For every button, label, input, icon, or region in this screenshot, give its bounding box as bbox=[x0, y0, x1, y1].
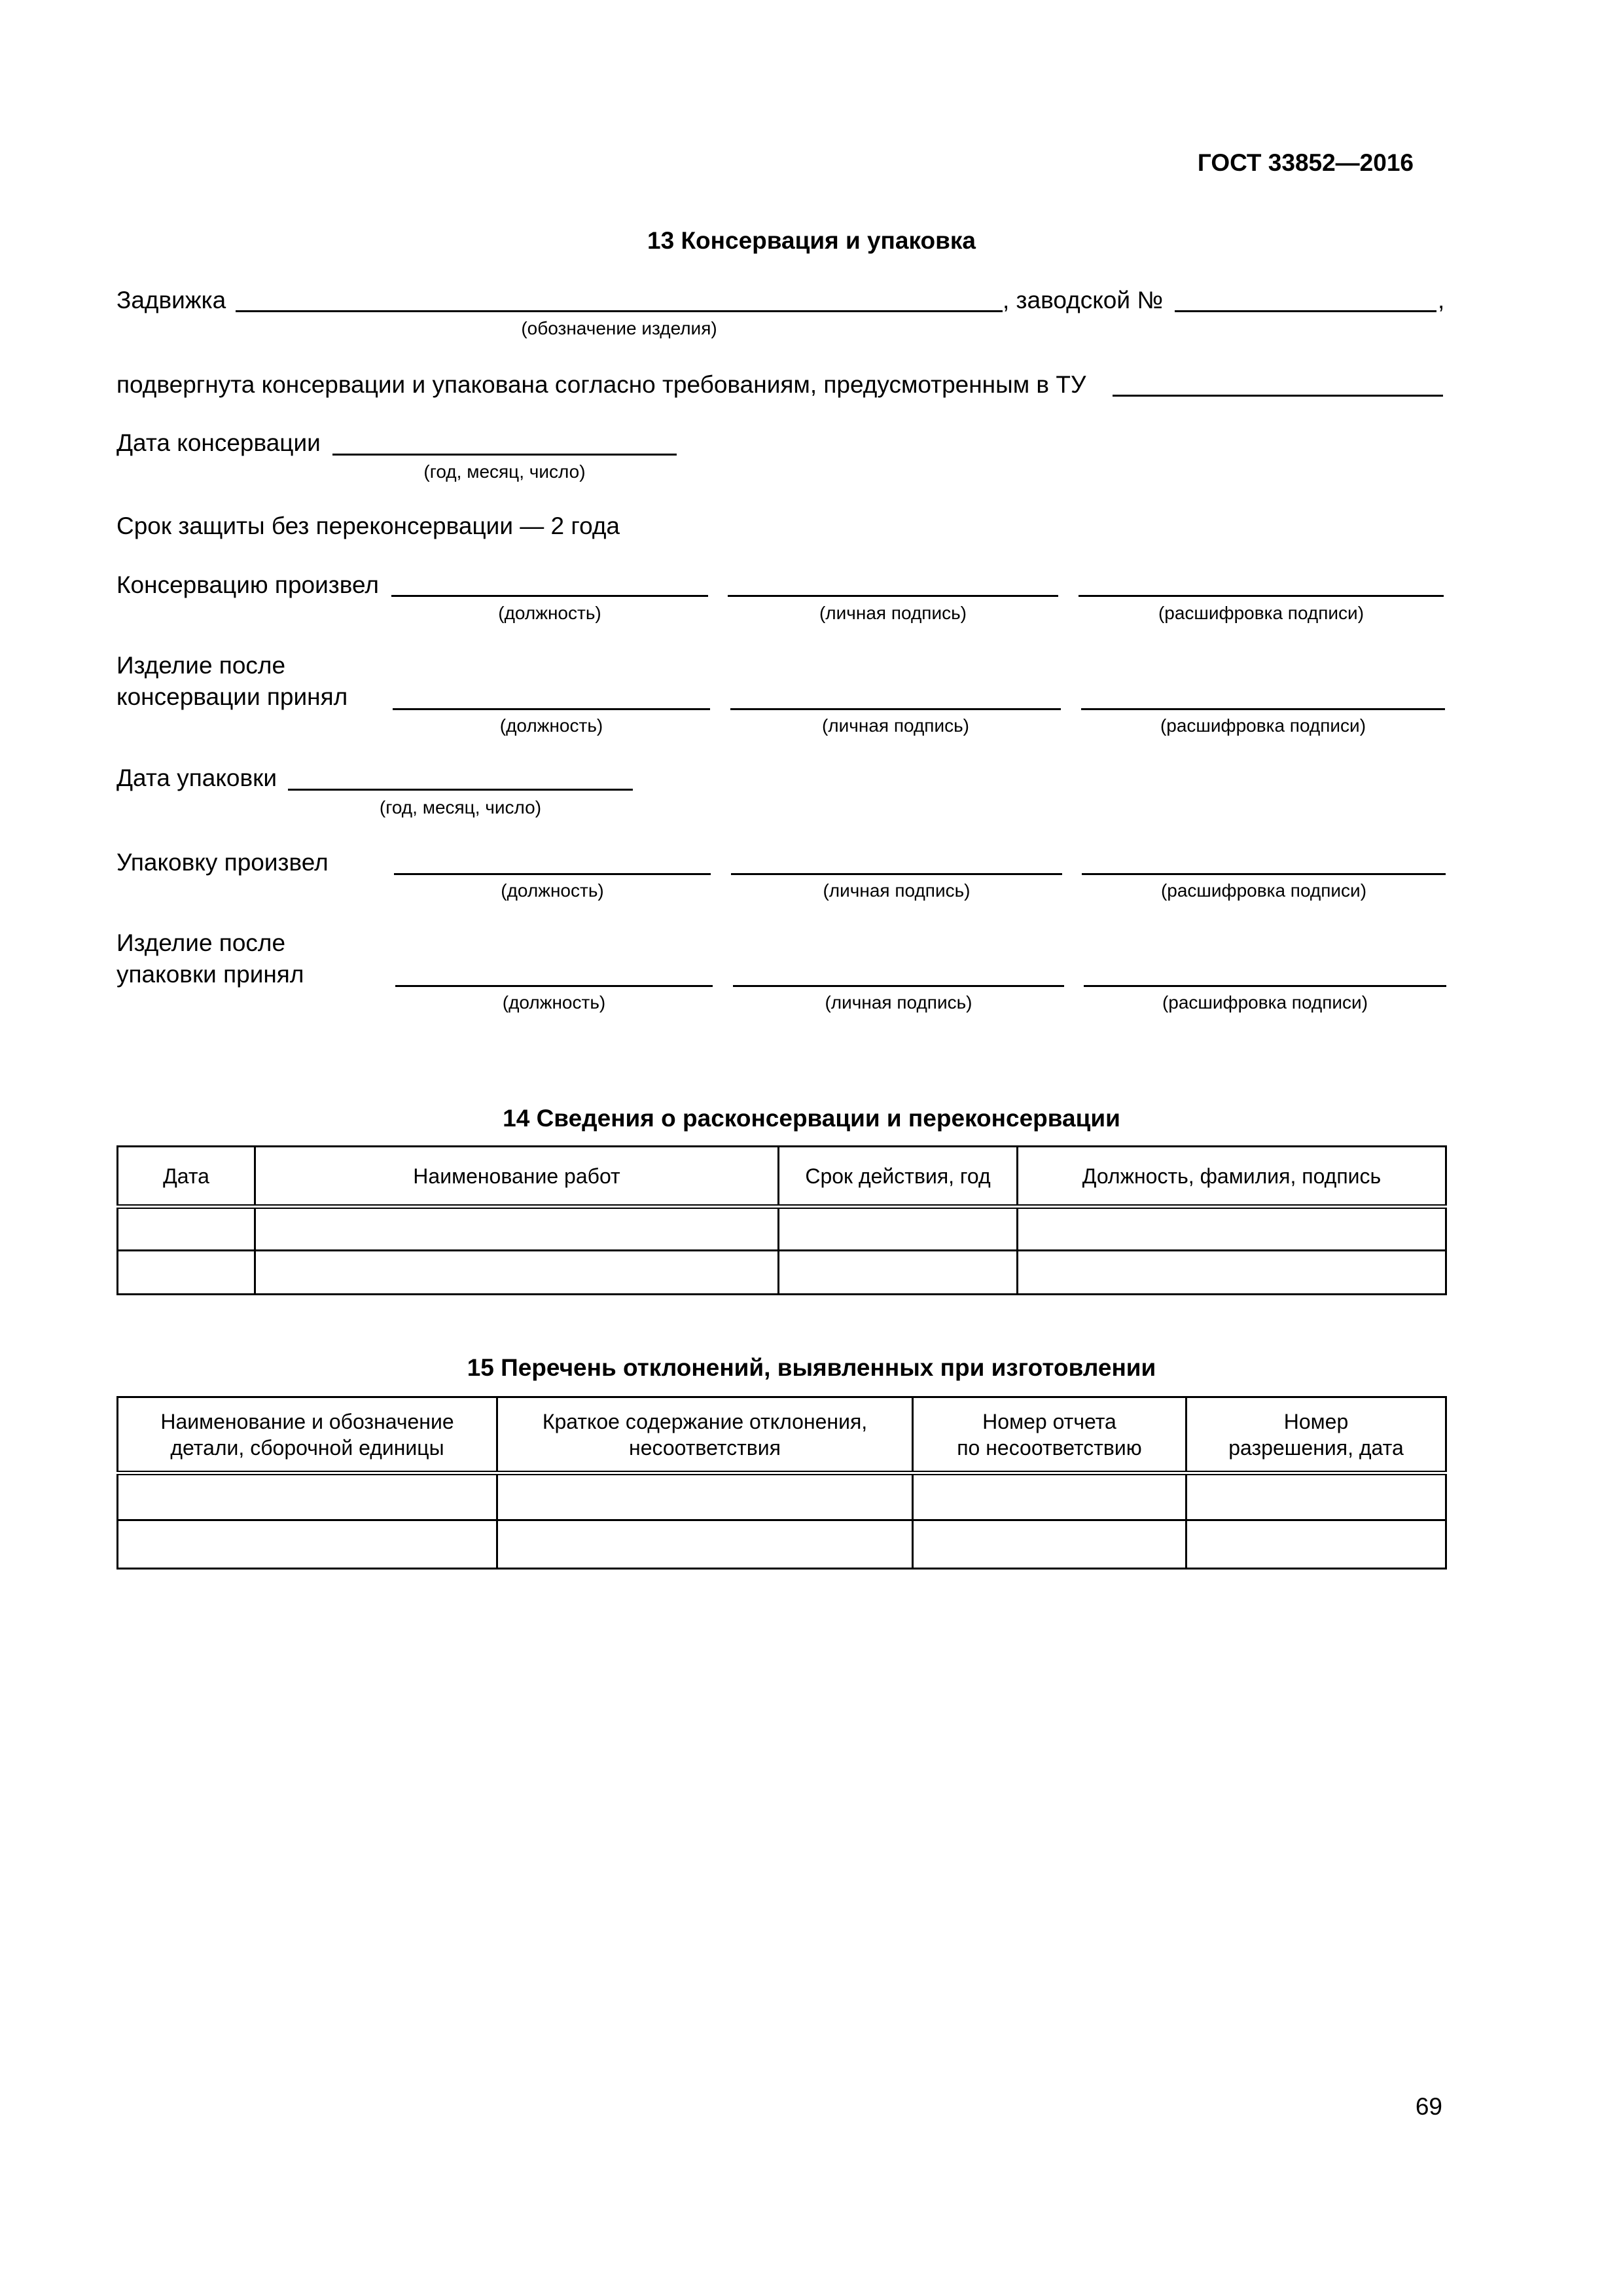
section-15-title: 15 Перечень отклонений, выявленных при изготовлении bbox=[467, 1354, 1156, 1381]
column-header-line: по несоответствию bbox=[957, 1435, 1142, 1460]
page-number: 69 bbox=[1415, 2093, 1442, 2120]
serial-number-field[interactable] bbox=[1175, 310, 1436, 312]
caption-signature: (личная подпись) bbox=[821, 715, 970, 736]
table-cell[interactable] bbox=[779, 1207, 1018, 1251]
acceptance-conservation-signature-field[interactable] bbox=[730, 708, 1061, 710]
caption-position: (должность) bbox=[502, 992, 606, 1013]
conservation-signature-decode-field[interactable] bbox=[1079, 595, 1444, 597]
column-header-report-number bbox=[913, 1397, 1186, 1473]
tu-field[interactable] bbox=[1113, 395, 1443, 397]
acceptance-packing-signature-field[interactable] bbox=[733, 985, 1064, 987]
packing-date-caption: (год, месяц, число) bbox=[379, 797, 542, 817]
packing-signature-decode-field[interactable] bbox=[1082, 873, 1446, 875]
caption-position: (должность) bbox=[498, 603, 601, 623]
section-14-title: 14 Сведения о расконсервации и переконсервации bbox=[503, 1105, 1120, 1132]
section-13-title: 13 Консервация и упаковка bbox=[647, 227, 976, 254]
column-header-line: Номер bbox=[1283, 1409, 1349, 1433]
document-number: ГОСТ 33852—2016 bbox=[1197, 149, 1414, 176]
table-row bbox=[118, 1207, 1446, 1251]
acceptance-conservation-decode-field[interactable] bbox=[1081, 708, 1445, 710]
column-header-deviation-summary bbox=[497, 1397, 913, 1473]
serial-label: , заводской № bbox=[1003, 287, 1164, 314]
column-header-line: детали, сборочной единицы bbox=[170, 1435, 444, 1460]
compliance-text: подвергнута консервации и упакована согласно требованиям, предусмотренным в ТУ bbox=[116, 371, 1086, 398]
table-cell[interactable] bbox=[1186, 1473, 1446, 1520]
column-header-line: Номер отчета bbox=[982, 1409, 1116, 1433]
accepted-after-packing-line1: Изделие после bbox=[116, 929, 286, 956]
table-cell[interactable] bbox=[497, 1520, 913, 1569]
table-cell[interactable] bbox=[497, 1473, 913, 1520]
column-header-date: Дата bbox=[118, 1147, 255, 1207]
product-designation-field[interactable] bbox=[236, 310, 1003, 312]
caption-signature-decode: (расшифровка подписи) bbox=[1162, 992, 1368, 1013]
caption-signature-decode: (расшифровка подписи) bbox=[1158, 603, 1364, 623]
packing-date-label: Дата упаковки bbox=[116, 764, 277, 791]
accepted-after-conservation-line1: Изделие после bbox=[116, 652, 286, 679]
column-header-validity: Срок действия, год bbox=[779, 1147, 1018, 1207]
table-cell[interactable] bbox=[118, 1473, 497, 1520]
table-cell[interactable] bbox=[118, 1520, 497, 1569]
column-header-work-name: Наименование работ bbox=[255, 1147, 779, 1207]
caption-signature-decode: (расшифровка подписи) bbox=[1160, 715, 1366, 736]
packing-position-field[interactable] bbox=[394, 873, 711, 875]
table-cell[interactable] bbox=[913, 1520, 1186, 1569]
table-cell[interactable] bbox=[1018, 1207, 1446, 1251]
column-header-line: несоответствия bbox=[629, 1435, 781, 1460]
accepted-after-packing-line2: упаковки принял bbox=[116, 961, 304, 988]
conservation-position-field[interactable] bbox=[391, 595, 708, 597]
accepted-after-conservation-line2: консервации принял bbox=[116, 683, 348, 710]
table-cell[interactable] bbox=[255, 1251, 779, 1295]
conservation-date-caption: (год, месяц, число) bbox=[423, 461, 586, 482]
caption-position: (должность) bbox=[499, 715, 603, 736]
acceptance-packing-decode-field[interactable] bbox=[1084, 985, 1446, 987]
conservation-date-label: Дата консервации bbox=[116, 429, 321, 456]
acceptance-packing-position-field[interactable] bbox=[395, 985, 713, 987]
deviations-table bbox=[116, 1396, 1447, 1570]
table-cell[interactable] bbox=[1018, 1251, 1446, 1295]
column-header-line: Наименование и обозначение bbox=[160, 1409, 454, 1433]
caption-signature: (личная подпись) bbox=[823, 880, 971, 901]
product-designation-caption: (обозначение изделия) bbox=[521, 318, 717, 338]
table-cell[interactable] bbox=[255, 1207, 779, 1251]
caption-signature: (личная подпись) bbox=[819, 603, 967, 623]
caption-signature-decode: (расшифровка подписи) bbox=[1160, 880, 1367, 901]
column-header-signature: Должность, фамилия, подпись bbox=[1018, 1147, 1446, 1207]
column-header-part-name bbox=[118, 1397, 497, 1473]
reconservation-table bbox=[116, 1145, 1447, 1295]
conservation-date-field[interactable] bbox=[332, 454, 677, 456]
column-header-line: разрешения, дата bbox=[1228, 1435, 1404, 1460]
column-header-line: Краткое содержание отклонения, bbox=[542, 1409, 868, 1433]
packing-done-label: Упаковку произвел bbox=[116, 849, 329, 876]
table-row bbox=[118, 1473, 1446, 1520]
caption-position: (должность) bbox=[501, 880, 604, 901]
conservation-signature-field[interactable] bbox=[728, 595, 1058, 597]
table-cell[interactable] bbox=[118, 1207, 255, 1251]
packing-signature-field[interactable] bbox=[731, 873, 1062, 875]
column-header-permission-number bbox=[1186, 1397, 1446, 1473]
caption-signature: (личная подпись) bbox=[825, 992, 972, 1013]
table-cell[interactable] bbox=[1186, 1520, 1446, 1569]
packing-date-field[interactable] bbox=[288, 789, 633, 791]
table-row bbox=[118, 1520, 1446, 1569]
serial-comma: , bbox=[1438, 287, 1445, 314]
table-cell[interactable] bbox=[118, 1251, 255, 1295]
table-row bbox=[118, 1251, 1446, 1295]
table-cell[interactable] bbox=[779, 1251, 1018, 1295]
table-cell[interactable] bbox=[913, 1473, 1186, 1520]
protection-term: Срок защиты без переконсервации — 2 года bbox=[116, 512, 620, 539]
valve-label: Задвижка bbox=[116, 287, 226, 314]
conservation-done-label: Консервацию произвел bbox=[116, 571, 379, 598]
acceptance-conservation-position-field[interactable] bbox=[393, 708, 710, 710]
